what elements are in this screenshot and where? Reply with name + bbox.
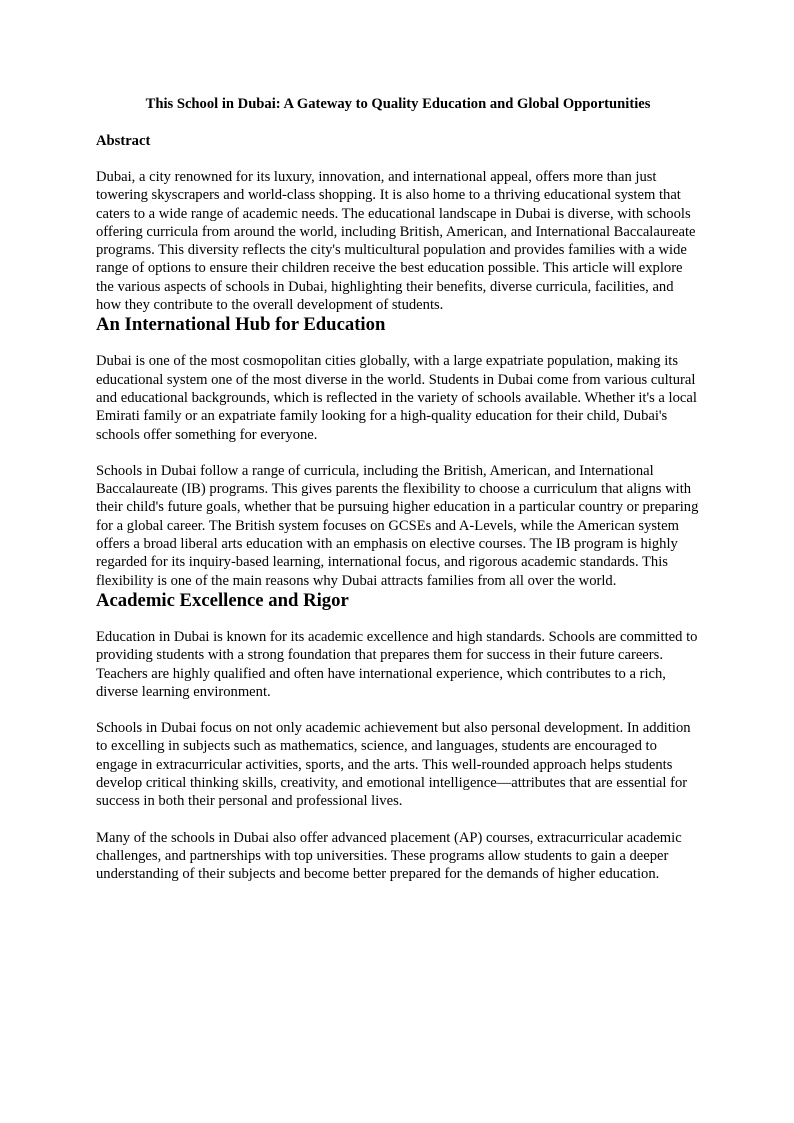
document-page	[96, 96, 700, 884]
abstract-paragraph: Dubai, a city renowned for its luxury, innovation, and international appeal, offers more than just towering skyscrapers and world-class shopping. It is also home to a thriving educational system that caters to a wide range of academic needs. The educational landscape in Dubai is diverse, with schools offering curricula from around the world, including British, American, and International Baccalaureate programs. This diversity reflects the city's multicultural population and provides families with a wide range of options to ensure their children receive the best education possible. This article will explore the various aspects of schools in Dubai, highlighting their benefits, diverse curricula, facilities, and how they contribute to the overall development of students.	[96, 169, 696, 314]
section-paragraph: Dubai is one of the most cosmopolitan cities globally, with a large expatriate population, making its educational system one of the most diverse in the world. Students in Dubai come from various cultural and educational backgrounds, which is reflected in the variety of schools available. Whether it's a local Emirati family or an expatriate family looking for a high-quality education for their child, Dubai's schools offer something for everyone.	[96, 353, 697, 443]
section-paragraph: Education in Dubai is known for its academic excellence and high standards. Schools are committed to providing students with a strong foundation that prepares them for success in their future careers. Teachers are highly qualified and often have international experience, which contributes to a rich, diverse learning environment.	[96, 628, 698, 700]
section-paragraph: Many of the schools in Dubai also offer advanced placement (AP) courses, extracurricular academic challenges, and partnerships with top universities. These programs allow students to gain a deeper understanding of their subjects and become better prepared for the demands of higher education.	[96, 829, 682, 883]
abstract-label: Abstract	[96, 133, 151, 149]
section-heading-academic-excellence: Academic Excellence and Rigor	[96, 589, 349, 611]
section-paragraph: Schools in Dubai focus on not only academic achievement but also personal development. In addition to excelling in subjects such as mathematics, science, and languages, students are encouraged to engage in extracurricular activities, sports, and the arts. This well-rounded approach helps students develop critical thinking skills, creativity, and emotional intelligence—attributes that are essential for success in both their personal and professional lives.	[96, 720, 691, 810]
section-paragraph: Schools in Dubai follow a range of curricula, including the British, American, and International Baccalaureate (IB) programs. This gives parents the flexibility to choose a curriculum that aligns with their child's future goals, whether that be pursuing higher education in a particular country or preparing for a global career. The British system focuses on GCSEs and A-Levels, while the American system offers a broad liberal arts education with an emphasis on elective courses. The IB program is highly regarded for its inquiry-based learning, international focus, and rigorous academic standards. This flexibility is one of the main reasons why Dubai attracts families from all over the world.	[96, 462, 699, 589]
section-heading-international-hub: An International Hub for Education	[96, 314, 386, 336]
document-title: This School in Dubai: A Gateway to Quality Education and Global Opportunities	[145, 96, 651, 112]
